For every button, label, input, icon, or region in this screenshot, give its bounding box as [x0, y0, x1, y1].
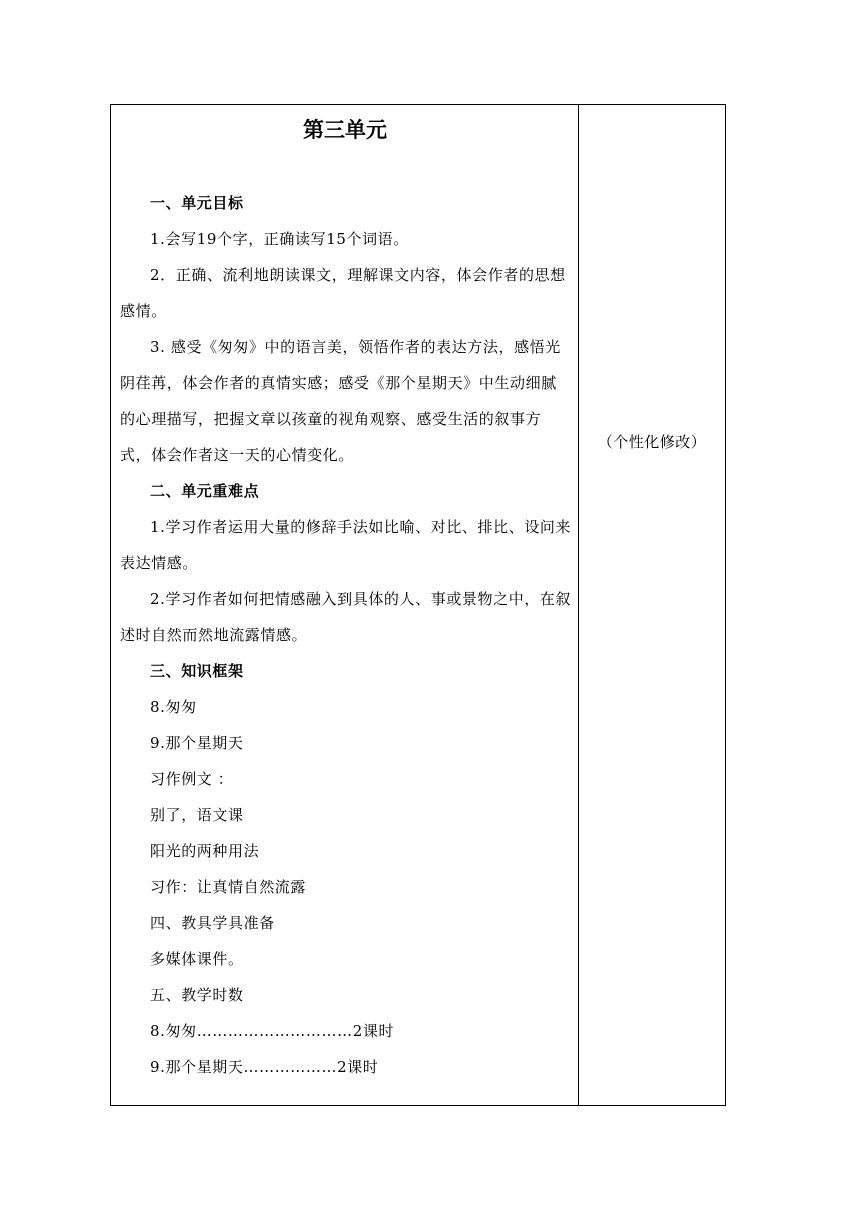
hours-item-1: 8.匆匆…………………………2课时: [150, 1022, 395, 1040]
content-cell: [111, 105, 579, 1105]
revision-cell: [579, 105, 725, 1105]
hours-item-2: 9.那个星期天………………2课时: [150, 1058, 379, 1076]
framework-item-1: 8.匆匆: [150, 698, 197, 716]
key-point-item-1: 1.学习作者运用大量的修辞手法如比喻、对比、排比、设问来表达情感。: [120, 518, 572, 572]
section-heading-tools: 四、教具学具准备: [150, 914, 275, 932]
section-heading-hours: 五、教学时数: [150, 986, 244, 1004]
section-heading-key-points: 二、单元重难点: [150, 482, 260, 500]
tools-text: 多媒体课件。: [150, 950, 244, 968]
unit-title: 第三单元: [303, 118, 387, 142]
goal-item-2: 2．正确、流利地朗读课文，理解课文内容，体会作者的思想感情。: [120, 266, 566, 320]
framework-item-2: 9.那个星期天: [150, 734, 244, 752]
unit-content: [120, 185, 572, 1085]
section-heading-goals: 一、单元目标: [150, 194, 244, 212]
framework-item-3: 习作例文 ：: [150, 770, 234, 788]
goal-item-3: 3. 感受《匆匆》中的语言美，领悟作者的表达方法，感悟光阴荏苒，体会作者的真情实感；感受《那个星期天》中生动细腻的心理描写，把握文章以孩童的视角观察、感受生活的叙事方式，体会作者这一天的心情变化。: [120, 338, 561, 464]
key-point-item-2: 2.学习作者如何把情感融入到具体的人、事或景物之中，在叙述时自然而然地流露情感。: [120, 590, 572, 644]
section-heading-framework: 三、知识框架: [150, 662, 244, 680]
lesson-plan-table: [110, 104, 726, 1106]
framework-item-4: 别了，语文课: [150, 806, 244, 824]
framework-item-5: 阳光的两种用法: [150, 842, 260, 860]
personalized-revision-note: （个性化修改）: [597, 433, 707, 451]
framework-item-6: 习作：让真情自然流露: [150, 878, 307, 896]
goal-item-1: 1.会写19个字，正确读写15个词语。: [150, 230, 409, 248]
